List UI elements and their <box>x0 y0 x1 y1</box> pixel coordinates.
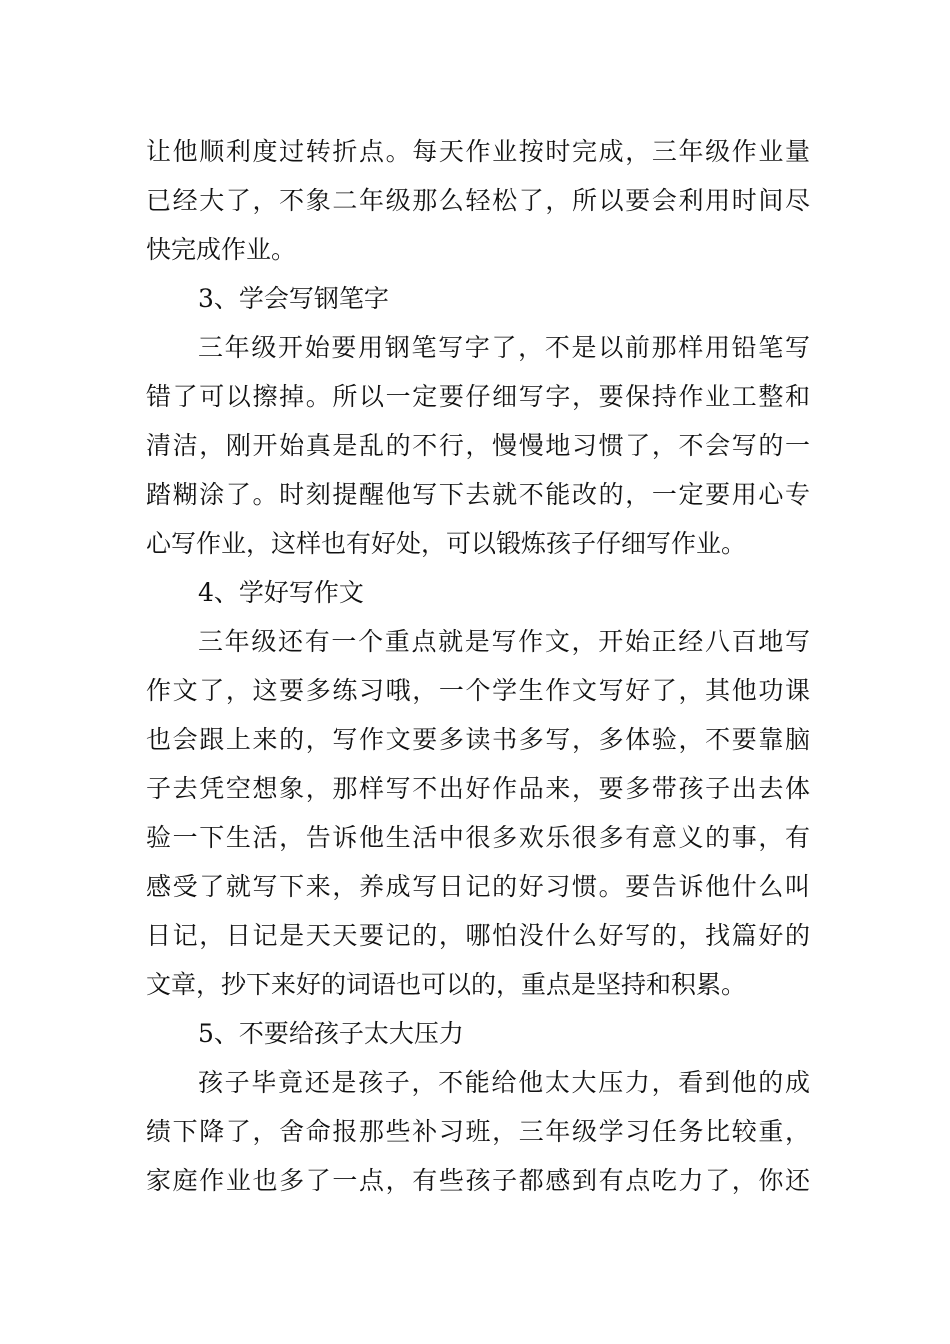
text-line: 文章，抄下来好的词语也可以的，重点是坚持和积累。 <box>146 970 747 999</box>
text-line: 让他顺利度过转折点。每天作业按时完成，三年级作业量 <box>146 137 810 166</box>
body-text <box>146 127 810 1205</box>
section-heading: 3、学会写钢笔字 <box>198 284 389 313</box>
text-line: 清洁，刚开始真是乱的不行，慢慢地习惯了，不会写的一 <box>146 431 810 460</box>
text-line: 错了可以擦掉。所以一定要仔细写字，要保持作业工整和 <box>146 382 810 411</box>
text-line: 家庭作业也多了一点，有些孩子都感到有点吃力了，你还 <box>146 1166 810 1195</box>
text-line: 已经大了，不象二年级那么轻松了，所以要会利用时间尽 <box>146 186 810 215</box>
text-line: 感受了就写下来，养成写日记的好习惯。要告诉他什么叫 <box>146 872 810 901</box>
text-line: 作文了，这要多练习哦，一个学生作文写好了，其他功课 <box>146 676 810 705</box>
text-line: 验一下生活，告诉他生活中很多欢乐很多有意义的事，有 <box>146 823 810 852</box>
section-heading: 4、学好写作文 <box>198 578 364 607</box>
text-line: 快完成作业。 <box>146 235 297 264</box>
text-line: 也会跟上来的，写作文要多读书多写，多体验，不要靠脑 <box>146 725 810 754</box>
text-line: 三年级开始要用钢笔写字了，不是以前那样用铅笔写 <box>198 333 810 362</box>
text-line: 子去凭空想象，那样写不出好作品来，要多带孩子出去体 <box>146 774 810 803</box>
text-line: 绩下降了，舍命报那些补习班，三年级学习任务比较重， <box>146 1117 810 1146</box>
text-line: 三年级还有一个重点就是写作文，开始正经八百地写 <box>198 627 810 656</box>
text-line: 日记，日记是天天要记的，哪怕没什么好写的，找篇好的 <box>146 921 810 950</box>
text-line: 踏糊涂了。时刻提醒他写下去就不能改的，一定要用心专 <box>146 480 810 509</box>
text-line: 心写作业，这样也有好处，可以锻炼孩子仔细写作业。 <box>146 529 747 558</box>
section-heading: 5、不要给孩子太大压力 <box>198 1019 464 1048</box>
text-line: 孩子毕竟还是孩子，不能给他太大压力，看到他的成 <box>198 1068 810 1097</box>
